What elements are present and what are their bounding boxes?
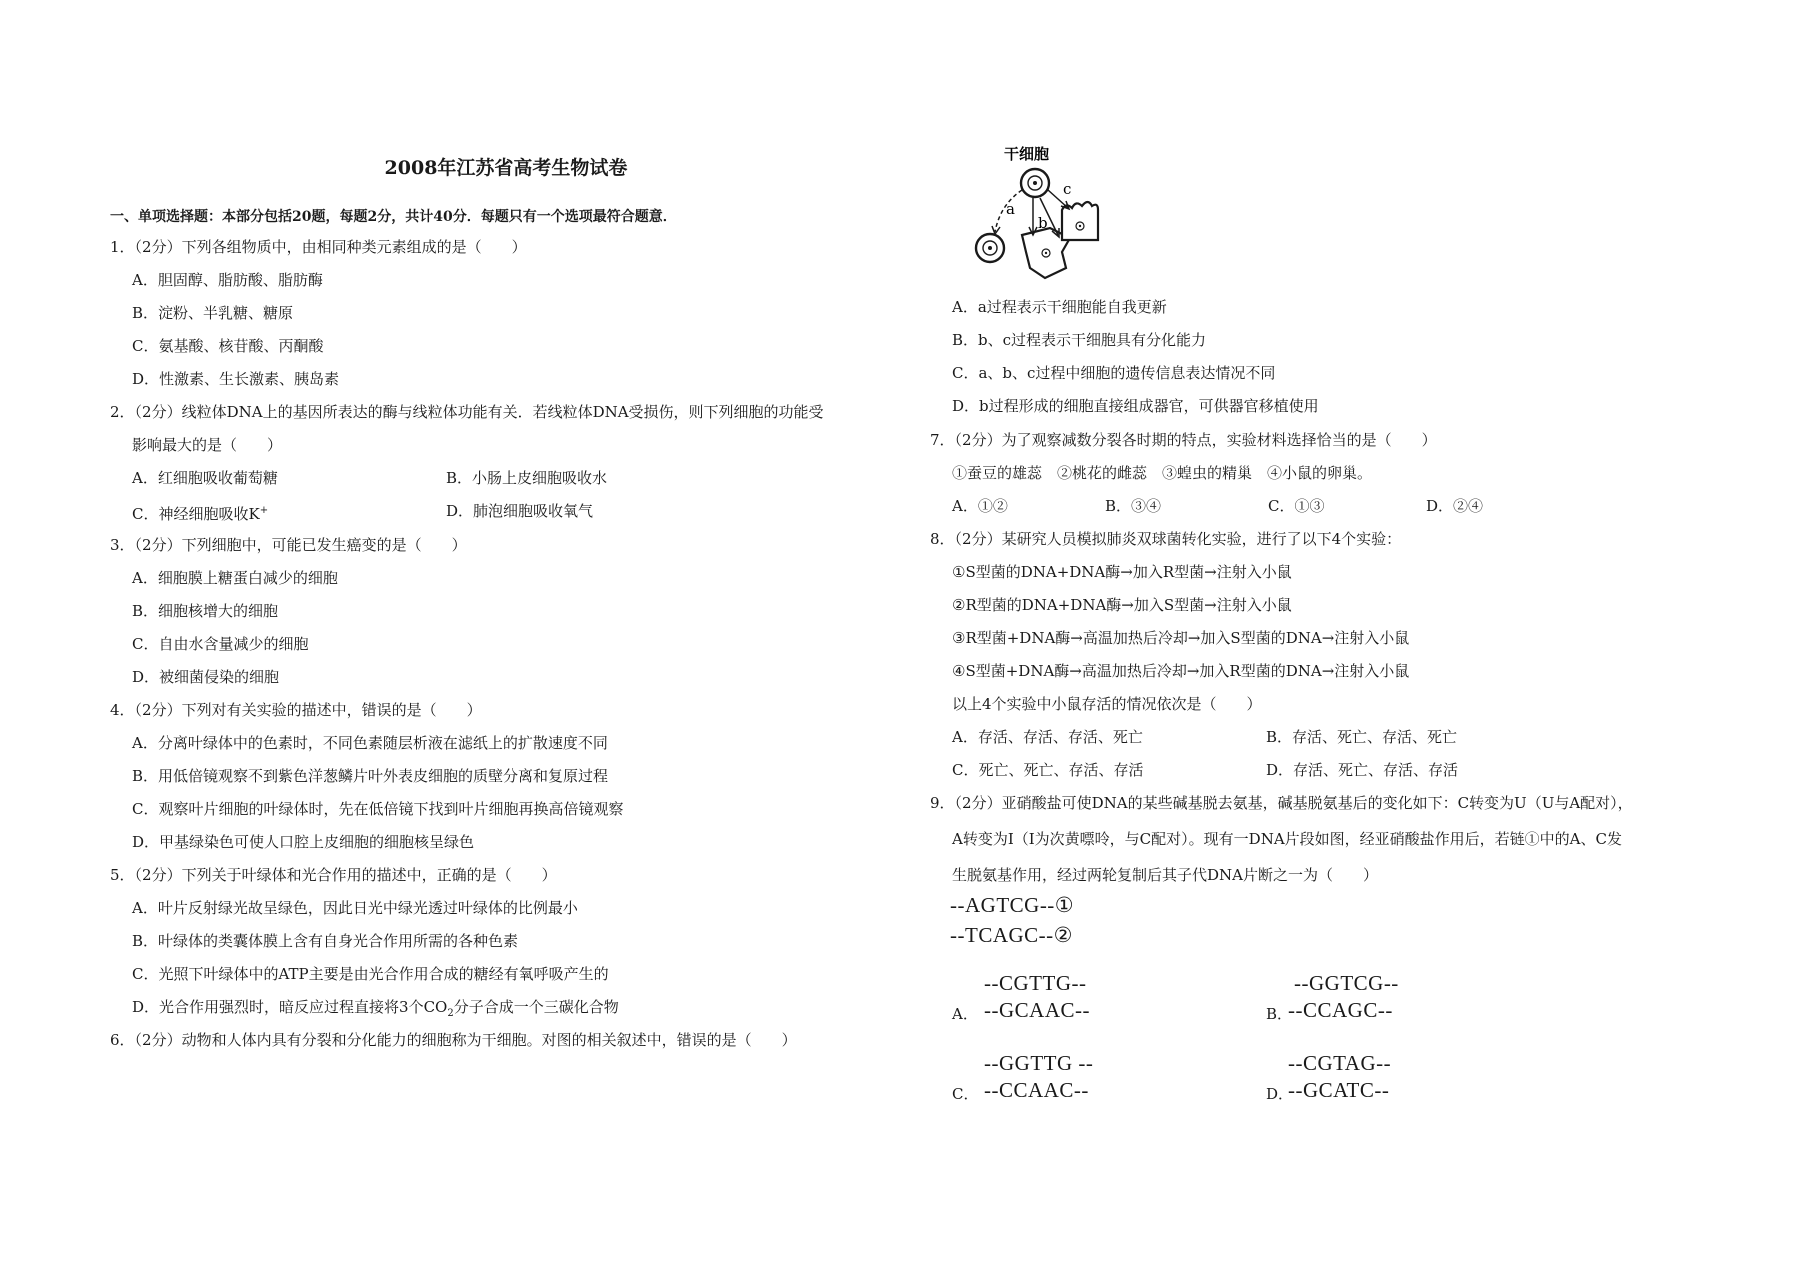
q3-option-b: B．细胞核增大的细胞	[132, 602, 279, 620]
question-8-stem: 8．（2分）某研究人员模拟肺炎双球菌转化实验，进行了以下4个实验：	[930, 530, 1402, 548]
q2-option-a: A．红细胞吸收葡萄糖	[132, 469, 278, 487]
dna-strand-2: --TCAGC--②	[950, 923, 1073, 947]
question-7-stem: 7．（2分）为了观察减数分裂各时期的特点，实验材料选择恰当的是（ ）	[930, 431, 1437, 449]
q5-option-c: C．光照下叶绿体中的ATP主要是由光合作用合成的糖经有氧呼吸产生的	[132, 965, 609, 983]
q9-option-a-strand-1: --CGTTG--	[984, 971, 1087, 995]
q9-option-b-label: B．	[1266, 1005, 1293, 1023]
q7-option-b: B．③④	[1105, 497, 1162, 515]
q8-question: 以上4个实验中小鼠存活的情况依次是（ ）	[952, 695, 1262, 713]
q8-experiment-3: ③R型菌+DNA酶→高温加热后冷却→加入S型菌的DNA→注射入小鼠	[952, 629, 1410, 647]
q9-option-b-strand-2: --CCAGC--	[1288, 998, 1393, 1022]
q5-option-d-text-end: 分子合成一个三碳化合物	[453, 998, 619, 1016]
self-renewed-cell-icon	[976, 234, 1004, 262]
q3-option-a: A．细胞膜上糖蛋白减少的细胞	[132, 569, 338, 587]
question-6-stem: 6．（2分）动物和人体内具有分裂和分化能力的细胞称为干细胞。对图的相关叙述中，错误的是（ ）	[110, 1031, 797, 1049]
q7-option-c: C．①③	[1268, 497, 1325, 515]
question-9-stem-cont: A转变为I（I为次黄嘌呤，与C配对）。现有一DNA片段如图，经亚硝酸盐作用后，若链①中的A、C发	[952, 830, 1622, 848]
q5-option-a: A．叶片反射绿光故呈绿色，因此日光中绿光透过叶绿体的比例最小	[132, 899, 578, 917]
q2-option-c-sup: +	[259, 505, 269, 516]
question-9-stem-end: 生脱氨基作用，经过两轮复制后其子代DNA片断之一为（ ）	[952, 866, 1378, 884]
q8-option-d: D．存活、死亡、存活、存活	[1266, 761, 1459, 779]
q8-option-c: C．死亡、死亡、存活、存活	[952, 761, 1144, 779]
q6-option-d: D．b过程形成的细胞直接组成器官，可供器官移植使用	[952, 397, 1319, 415]
q3-option-c: C．自由水含量减少的细胞	[132, 635, 309, 653]
q5-option-b: B．叶绿体的类囊体膜上含有自身光合作用所需的各种色素	[132, 932, 519, 950]
q9-option-c-strand-1: --GGTTG --	[984, 1051, 1094, 1075]
q8-option-a: A．存活、存活、存活、死亡	[952, 728, 1143, 746]
stem-cell-figure	[970, 140, 1140, 290]
q1-option-d: D．性激素、生长激素、胰岛素	[132, 370, 340, 388]
stem-cell-icon	[1021, 169, 1049, 197]
q4-option-b: B．用低倍镜观察不到紫色洋葱鳞片叶外表皮细胞的质壁分离和复原过程	[132, 767, 609, 785]
question-3-stem: 3．（2分）下列细胞中，可能已发生癌变的是（ ）	[110, 536, 467, 554]
q6-option-a: A．a过程表示干细胞能自我更新	[952, 298, 1167, 316]
q9-option-a-label: A．	[952, 1005, 978, 1023]
q9-option-d-strand-2: --GCATC--	[1288, 1078, 1390, 1102]
q3-option-d: D．被细菌侵染的细胞	[132, 668, 280, 686]
q6-option-c: C．a、b、c过程中细胞的遗传信息表达情况不同	[952, 364, 1276, 382]
q7-materials: ①蚕豆的雄蕊 ②桃花的雌蕊 ③蝗虫的精巢 ④小鼠的卵巢。	[952, 464, 1373, 482]
dna-strand-1: --AGTCG--①	[950, 893, 1075, 917]
q8-experiment-4: ④S型菌+DNA酶→高温加热后冷却→加入R型菌的DNA→注射入小鼠	[952, 662, 1410, 680]
process-label-a: a	[1006, 200, 1015, 218]
section-heading: 一、单项选择题：本部分包括20题，每题2分，共计40分．每题只有一个选项最符合题意．	[110, 209, 677, 225]
q1-option-c: C．氨基酸、核苷酸、丙酮酸	[132, 337, 324, 355]
question-1-stem: 1．（2分）下列各组物质中，由相同种类元素组成的是（ ）	[110, 238, 527, 256]
q9-option-c-strand-2: --CCAAC--	[984, 1078, 1089, 1102]
q4-option-c: C．观察叶片细胞的叶绿体时，先在低倍镜下找到叶片细胞再换高倍镜观察	[132, 800, 624, 818]
figure-title: 干细胞	[1004, 145, 1050, 163]
q2-option-b: B．小肠上皮细胞吸收水	[446, 469, 608, 487]
question-2-stem-cont: 影响最大的是（ ）	[132, 436, 283, 454]
q9-option-c-label: C．	[952, 1085, 979, 1103]
page-title: 2008年江苏省高考生物试卷	[384, 157, 628, 179]
q9-option-b-strand-1: --GGTCG--	[1294, 971, 1399, 995]
process-label-c: c	[1063, 180, 1072, 198]
question-4-stem: 4．（2分）下列对有关实验的描述中，错误的是（ ）	[110, 701, 482, 719]
q7-option-a: A．①②	[952, 497, 1008, 515]
q1-option-b: B．淀粉、半乳糖、糖原	[132, 304, 294, 322]
q4-option-a: A．分离叶绿体中的色素时，不同色素随层析液在滤纸上的扩散速度不同	[132, 734, 608, 752]
q9-option-d-label: D．	[1266, 1085, 1294, 1103]
q9-option-a-strand-2: --GCAAC--	[984, 998, 1090, 1022]
process-label-b: b	[1038, 214, 1048, 232]
q7-option-d: D．②④	[1426, 497, 1484, 515]
q9-option-d-strand-1: --CGTAG--	[1288, 1051, 1392, 1075]
q5-option-d-sub: 2	[447, 1008, 454, 1019]
q1-option-a: A．胆固醇、脂肪酸、脂肪酶	[132, 271, 323, 289]
question-2-stem: 2．（2分）线粒体DNA上的基因所表达的酶与线粒体功能有关．若线粒体DNA受损伤，则下列细胞的功能受	[110, 403, 824, 421]
q2-option-c-text: C．神经细胞吸收K	[132, 505, 260, 523]
q5-option-d-text: D．光合作用强烈时，暗反应过程直接将3个CO	[132, 998, 448, 1016]
q4-option-d: D．甲基绿染色可使人口腔上皮细胞的细胞核呈绿色	[132, 833, 475, 851]
q6-option-b: B．b、c过程表示干细胞具有分化能力	[952, 331, 1207, 349]
q8-experiment-2: ②R型菌的DNA+DNA酶→加入S型菌→注射入小鼠	[952, 596, 1292, 614]
q5-option-d	[132, 998, 619, 1023]
question-9-stem: 9．（2分）亚硝酸盐可使DNA的某些碱基脱去氨基，碱基脱氨基后的变化如下：C转变为U（U与A配对），	[930, 794, 1633, 812]
q8-option-b: B．存活、死亡、存活、死亡	[1266, 728, 1458, 746]
q8-experiment-1: ①S型菌的DNA+DNA酶→加入R型菌→注射入小鼠	[952, 563, 1292, 581]
q2-option-d: D．肺泡细胞吸收氧气	[446, 502, 594, 520]
question-5-stem: 5．（2分）下列关于叶绿体和光合作用的描述中，正确的是（ ）	[110, 866, 557, 884]
q2-option-c	[132, 502, 268, 523]
